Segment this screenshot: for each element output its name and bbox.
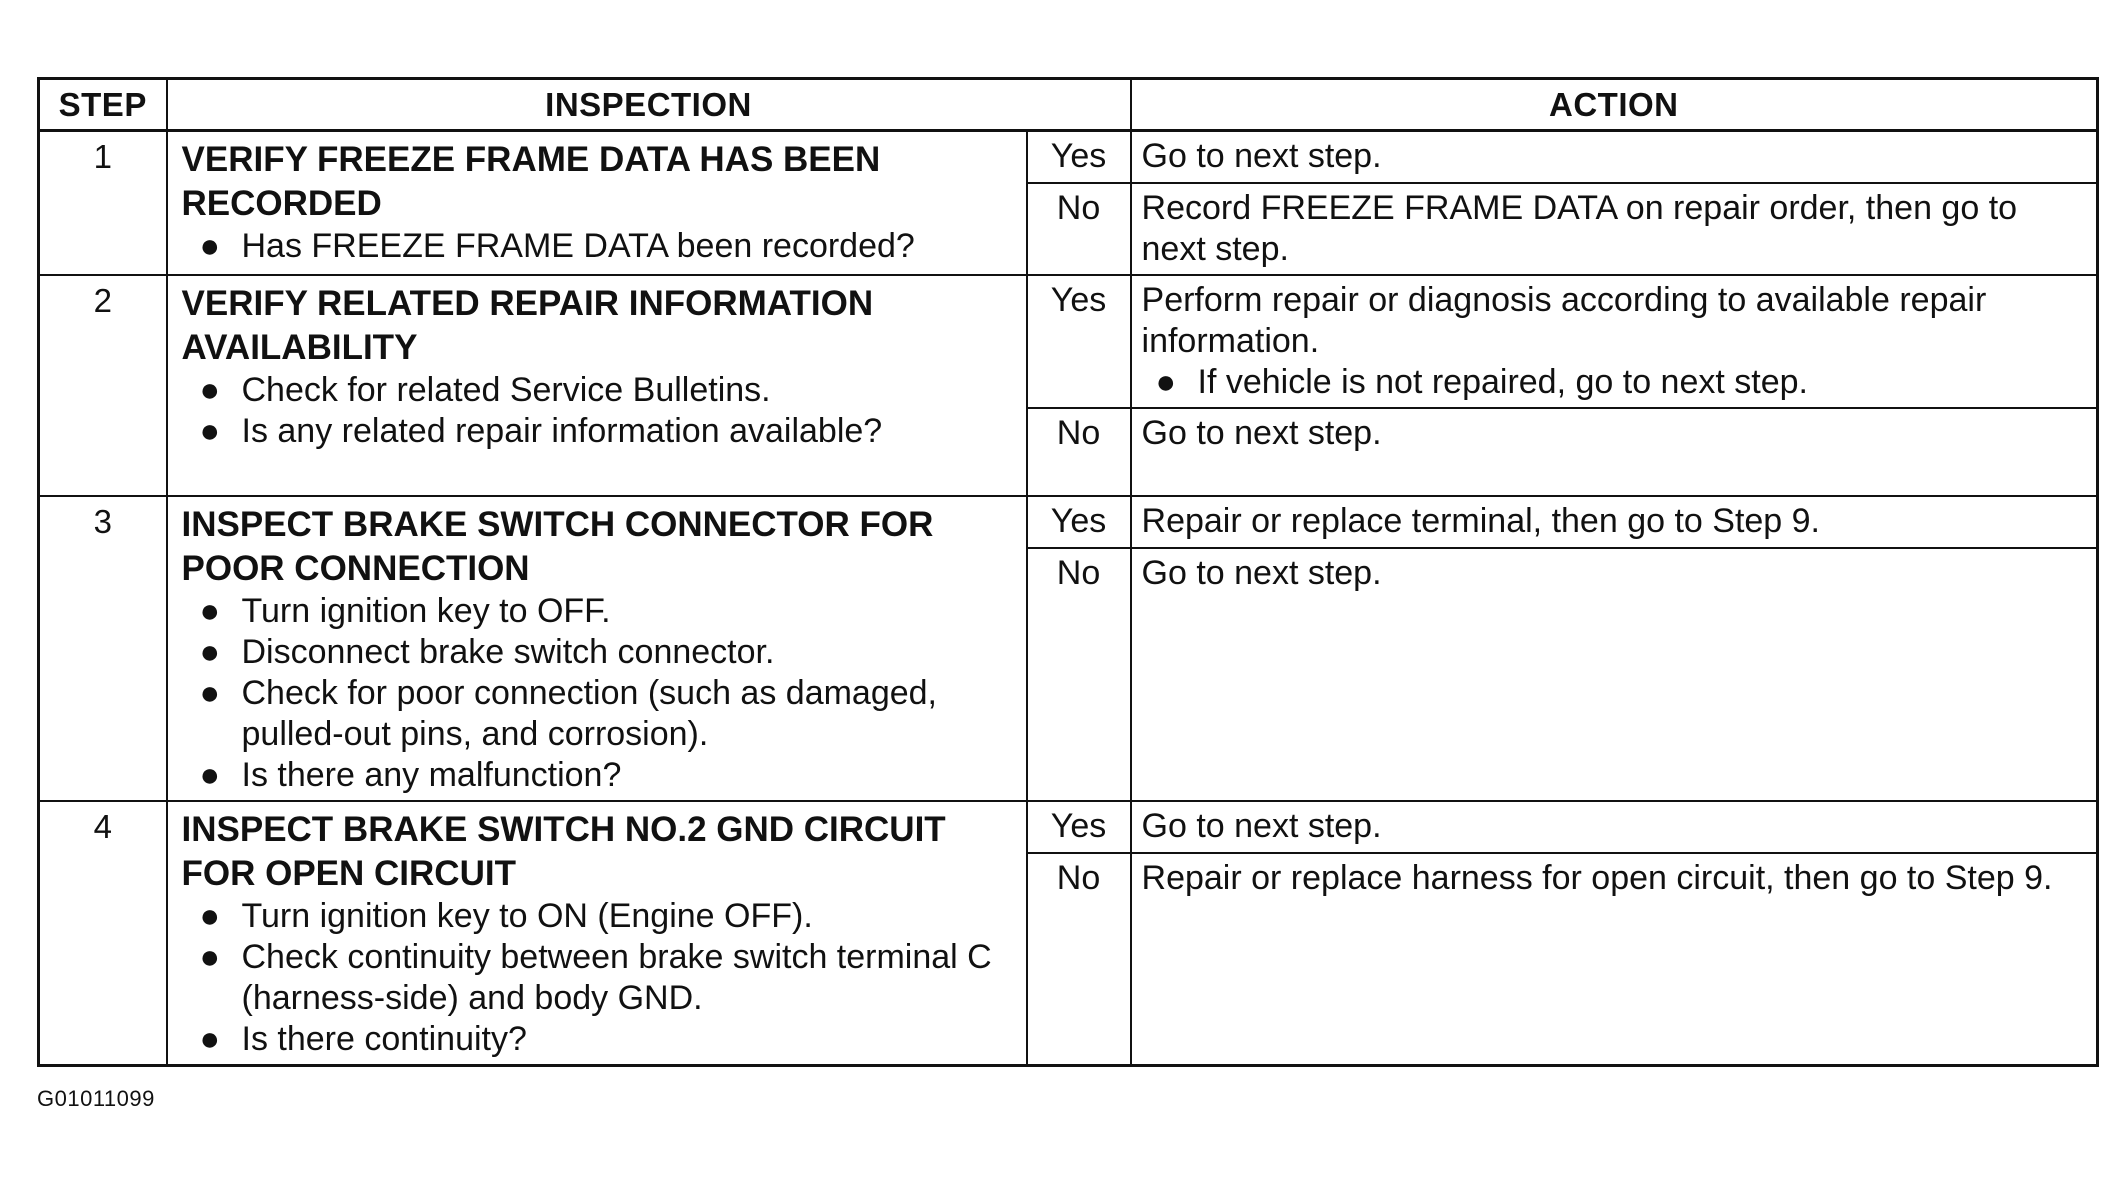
- inspection-cell: [167, 131, 1027, 275]
- no-label: No: [1027, 408, 1131, 496]
- yes-action-bullets: [1142, 362, 2087, 403]
- yes-label: Yes: [1027, 275, 1131, 408]
- step-4-yes-row: [39, 801, 2098, 854]
- check-item: [182, 226, 1012, 267]
- inspection-title: VERIFY FREEZE FRAME DATA HAS BEEN RECORDED: [181, 140, 881, 223]
- step-3-yes-row: [39, 496, 2098, 548]
- check-text: Is any related repair information available?: [241, 411, 883, 450]
- inspection-title: INSPECT BRAKE SWITCH NO.2 GND CIRCUIT FOR OPEN CIRCUIT: [181, 809, 946, 893]
- step-number: 2: [39, 275, 167, 496]
- check-item: [182, 1019, 1012, 1060]
- header-row: [39, 79, 2098, 131]
- inspection-title: VERIFY RELATED REPAIR INFORMATION AVAILABILITY: [181, 283, 874, 367]
- action-bullet-item: [1142, 362, 2087, 403]
- bullet-icon: ●: [199, 227, 221, 265]
- step-2-yes-row: [39, 275, 2098, 408]
- yes-action: [1131, 275, 2098, 408]
- action-column-header: ACTION: [1131, 79, 2098, 131]
- yes-action: Go to next step.: [1131, 801, 2098, 854]
- yes-label: Yes: [1027, 496, 1131, 548]
- bullet-icon: ●: [199, 591, 221, 630]
- no-action: Go to next step.: [1131, 548, 2098, 801]
- inspection-cell: [167, 496, 1027, 801]
- inspection-checklist: [182, 370, 1012, 452]
- inspection-cell: [167, 275, 1027, 496]
- no-action: Repair or replace harness for open circuit, then go to Step 9.: [1131, 853, 2098, 1065]
- inspection-checklist: [182, 896, 1012, 1060]
- inspection-column-header: INSPECTION: [167, 79, 1131, 131]
- bullet-icon: ●: [199, 896, 221, 935]
- yes-label: Yes: [1027, 801, 1131, 854]
- inspection-cell: [167, 801, 1027, 1066]
- figure-id: G01011099: [37, 1086, 155, 1111]
- yes-action: Repair or replace terminal, then go to Step 9.: [1131, 496, 2098, 548]
- check-text: Check for related Service Bulletins.: [241, 370, 771, 409]
- yes-action-text: Perform repair or diagnosis according to available repair information.: [1141, 280, 1987, 360]
- step-number: 1: [39, 131, 167, 275]
- check-text: Has FREEZE FRAME DATA been recorded?: [241, 227, 915, 265]
- no-label: No: [1027, 548, 1131, 801]
- check-text: Is there continuity?: [241, 1019, 527, 1058]
- step-1-yes-row: [39, 131, 2098, 183]
- bullet-icon: ●: [199, 673, 221, 712]
- no-label: No: [1027, 853, 1131, 1065]
- yes-action: Go to next step.: [1131, 131, 2098, 183]
- inspection-title: INSPECT BRAKE SWITCH CONNECTOR FOR POOR CONNECTION: [181, 504, 934, 588]
- bullet-icon: ●: [199, 411, 221, 450]
- bullet-icon: ●: [199, 755, 221, 794]
- check-item: [182, 591, 1012, 632]
- step-number: 3: [39, 496, 167, 801]
- check-item: [182, 411, 1012, 452]
- check-text: Is there any malfunction?: [241, 755, 622, 794]
- bullet-icon: ●: [1155, 362, 1177, 401]
- step-number: 4: [39, 801, 167, 1066]
- bullet-icon: ●: [199, 1019, 221, 1058]
- check-text: Turn ignition key to ON (Engine OFF).: [241, 896, 813, 935]
- inspection-checklist: [182, 591, 1012, 796]
- no-action: Go to next step.: [1131, 408, 2098, 496]
- check-item: [182, 632, 1012, 673]
- action-bullet-text: If vehicle is not repaired, go to next step.: [1197, 362, 1808, 401]
- bullet-icon: ●: [199, 370, 221, 409]
- diagnostic-table: [37, 77, 2099, 1067]
- check-text: Check for poor connection (such as damaged, pulled-out pins, and corrosion).: [241, 673, 938, 753]
- yes-label: Yes: [1027, 131, 1131, 183]
- check-text: Turn ignition key to OFF.: [241, 591, 611, 630]
- check-item: [182, 673, 1012, 755]
- check-text: Disconnect brake switch connector.: [241, 632, 775, 671]
- check-item: [182, 896, 1012, 937]
- bullet-icon: ●: [199, 937, 221, 976]
- no-action: Record FREEZE FRAME DATA on repair order, then go to next step.: [1131, 183, 2098, 275]
- check-item: [182, 370, 1012, 411]
- check-item: [182, 755, 1012, 796]
- step-column-header: STEP: [39, 79, 167, 131]
- check-text: Check continuity between brake switch terminal C (harness-side) and body GND.: [241, 937, 992, 1017]
- inspection-checklist: [182, 226, 1012, 267]
- bullet-icon: ●: [199, 632, 221, 671]
- no-label: No: [1027, 183, 1131, 275]
- check-item: [182, 937, 1012, 1019]
